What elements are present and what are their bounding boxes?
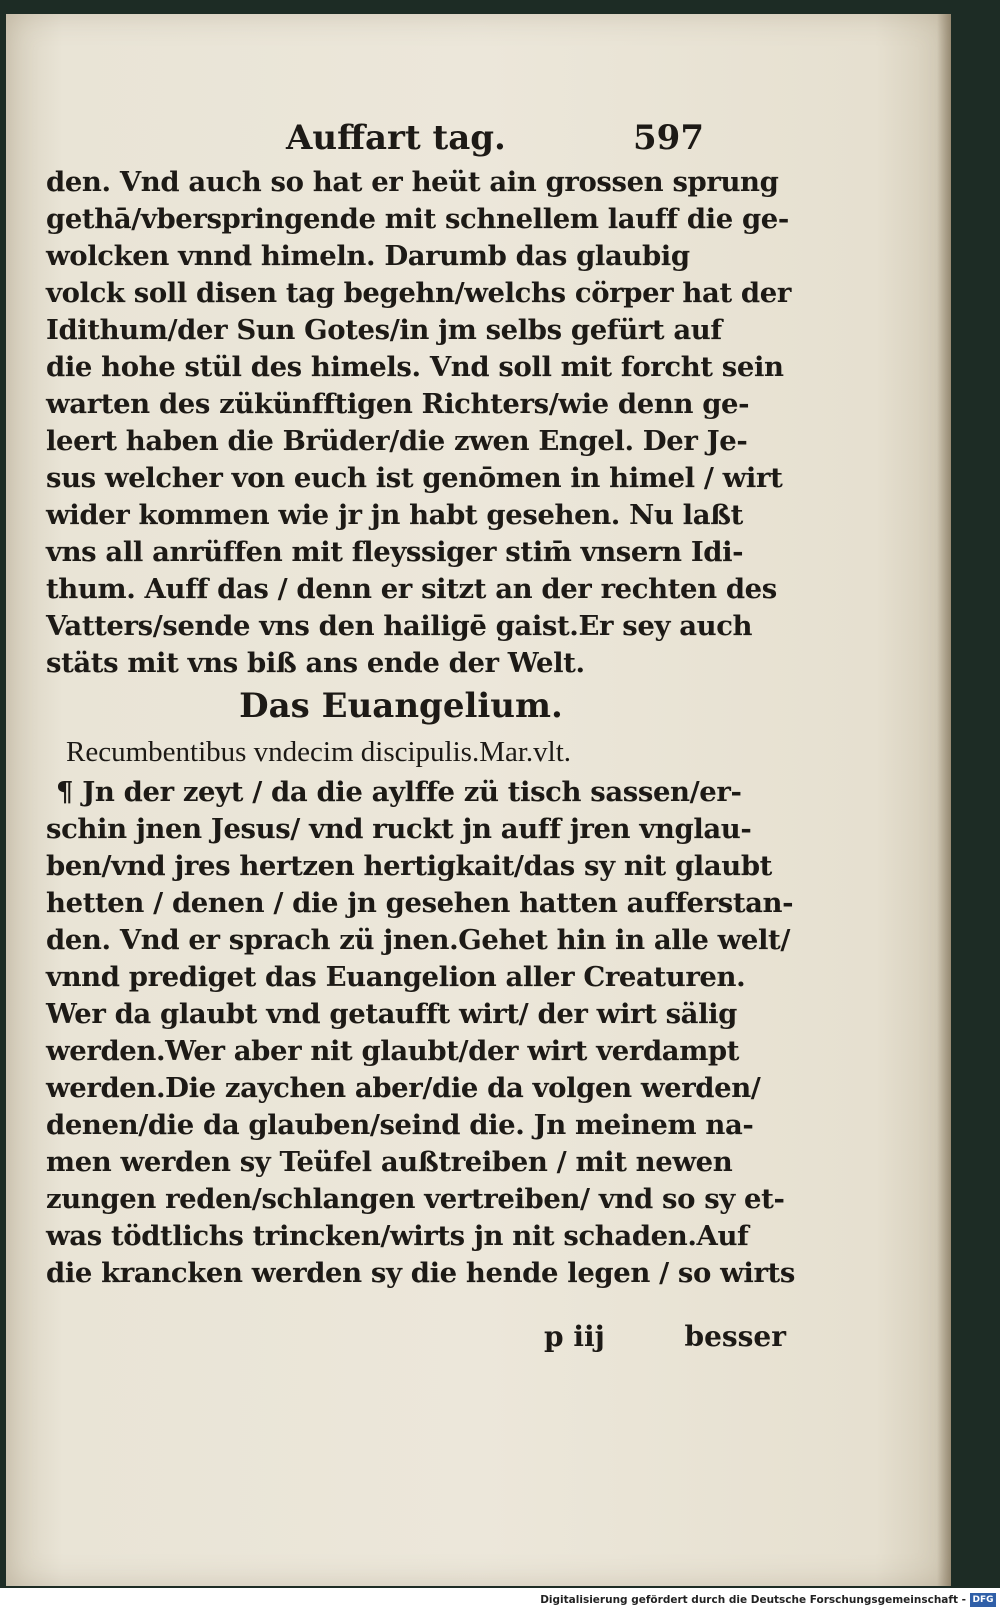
signature-mark: p iij xyxy=(544,1320,605,1353)
text-line: Wer da glaubt vnd getaufft wirt/ der wirt sälig xyxy=(46,998,737,1030)
text-line: den. Vnd er sprach zü jnen.Gehet hin in alle welt/ xyxy=(46,924,790,956)
text-line: werden.Die zaychen aber/die da volgen werden/ xyxy=(46,1072,761,1104)
folio-number: 597 xyxy=(633,118,704,158)
text-line: schin jnen Jesus/ vnd ruckt jn auff jren vnglau- xyxy=(46,813,752,845)
page-spine-shadow xyxy=(937,14,951,1586)
text-line: vns all anrüffen mit fleyssiger stim̄ vnsern Idi- xyxy=(46,536,744,568)
text-line: hetten / denen / die jn gesehen hatten aufferstan- xyxy=(46,887,794,919)
text-line: vnnd prediget das Euangelion aller Creaturen. xyxy=(46,961,746,993)
footer-bar xyxy=(0,1590,1000,1611)
text-line: die hohe stül des himels. Vnd soll mit forcht sein xyxy=(46,351,784,383)
text-block xyxy=(46,164,795,1292)
text-line: stäts mit vns biß ans ende der Welt. xyxy=(46,647,585,679)
dfg-logo-icon: DFG xyxy=(970,1593,996,1607)
section-heading: Das Euangelium. xyxy=(239,686,563,726)
text-line: ben/vnd jres hertzen hertigkait/das sy nit glaubt xyxy=(46,850,772,882)
catchword: besser xyxy=(684,1320,786,1353)
text-line: zungen reden/schlangen vertreiben/ vnd so sy et- xyxy=(46,1183,785,1215)
text-line: thum. Auff das / denn er sitzt an der rechten des xyxy=(46,573,777,605)
catchword-line xyxy=(526,1320,786,1360)
text-line: sus welcher von euch ist genōmen in himel / wirt xyxy=(46,462,783,494)
text-line: gethā/vberspringende mit schnellem lauff die ge- xyxy=(46,203,789,235)
text-line: die krancken werden sy die hende legen / so wirts xyxy=(46,1257,795,1289)
text-line: denen/die da glauben/seind die. Jn meinem na- xyxy=(46,1109,754,1141)
text-line: men werden sy Teüfel außtreiben / mit newen xyxy=(46,1146,733,1178)
text-line: Idithum/der Sun Gotes/in jm selbs gefürt auf xyxy=(46,314,722,346)
text-line: warten des zükünfftigen Richters/wie denn ge- xyxy=(46,388,750,420)
text-line: was tödtlichs trincken/wirts jn nit schaden.Auf xyxy=(46,1220,749,1252)
text-line: leert haben die Brüder/die zwen Engel. Der Je- xyxy=(46,425,748,457)
text-line: volck soll disen tag begehn/welchs cörper hat der xyxy=(46,277,791,309)
text-line: den. Vnd auch so hat er heüt ain grossen sprung xyxy=(46,166,779,198)
book-page xyxy=(6,14,951,1586)
running-head xyxy=(286,118,746,162)
funding-credit: Digitalisierung gefördert durch die Deutsche Forschungsgemeinschaft - xyxy=(540,1594,966,1606)
text-line: ¶ Jn der zeyt / da die aylffe zü tisch sassen/er- xyxy=(56,776,742,808)
latin-incipit: Recumbentibus vndecim discipulis.Mar.vlt. xyxy=(66,736,572,768)
text-line: werden.Wer aber nit glaubt/der wirt verdampt xyxy=(46,1035,740,1067)
text-line: wolcken vnnd himeln. Darumb das glaubig xyxy=(46,240,690,272)
running-title: Auffart tag. xyxy=(286,118,506,158)
text-line: wider kommen wie jr jn habt gesehen. Nu laßt xyxy=(46,499,743,531)
text-line: Vatters/sende vns den hailigē gaist.Er sey auch xyxy=(46,610,753,642)
